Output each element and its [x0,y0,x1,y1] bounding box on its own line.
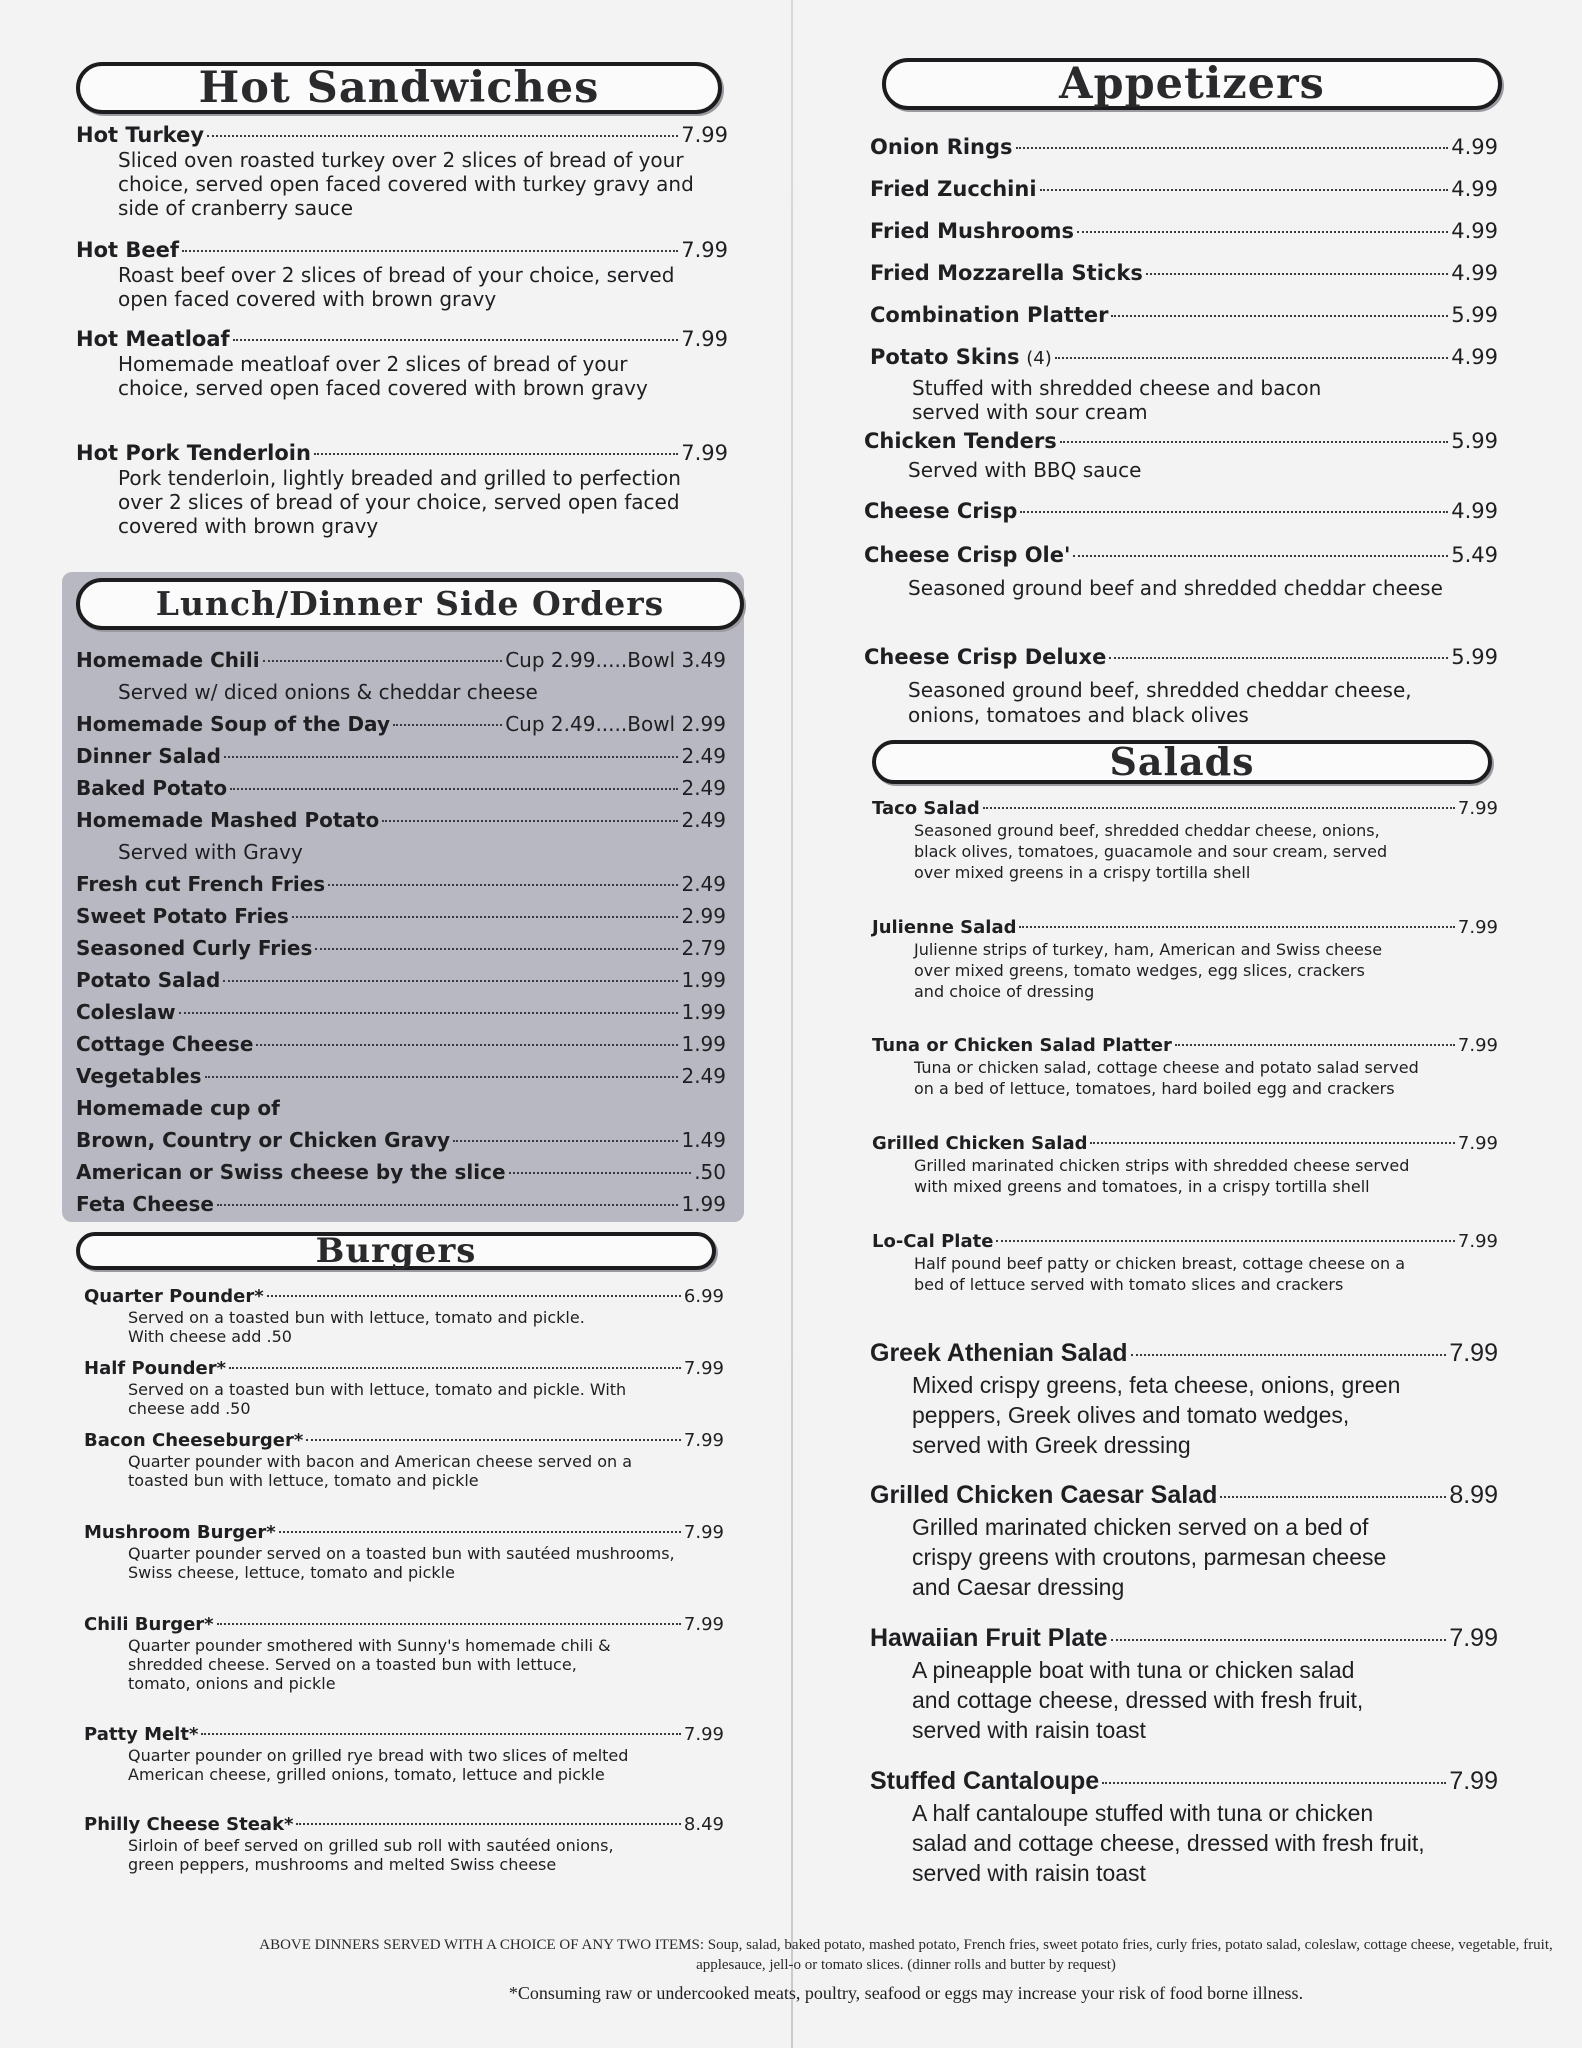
item-name: Hawaiian Fruit Plate [870,1624,1108,1652]
page-fold [791,0,793,2048]
side-item: Potato Salad 1.99 [76,964,726,996]
item-description: Served on a toasted bun with lettuce, tomato and pickle. With cheese add .50 [128,1308,585,1346]
item-price: 4.99 [1451,261,1498,285]
menu-item [870,130,1498,172]
menu-item [870,1621,1498,1764]
item-price: 7.99 [1457,1035,1498,1056]
menu-item [870,256,1498,298]
menu-item [76,326,728,440]
side-item: Sweet Potato Fries 2.99 [76,900,726,932]
side-item-note: Served w/ diced onions & cheddar cheese [118,680,538,704]
item-name: Chili Burger* [84,1614,214,1635]
menu-item [870,1478,1498,1621]
item-description: Tuna or chicken salad, cottage cheese and potato salad served on a bed of lettuce, tomatoes, hard boiled egg and crackers [914,1058,1419,1098]
side-item: Feta Cheese 1.99 [76,1188,726,1220]
left-column [76,0,728,2048]
side-item: Homemade Mashed Potato 2.49 [76,804,726,836]
side-item: Dinner Salad 2.49 [76,740,726,772]
side-item: American or Swiss cheese by the slice .50 [76,1156,726,1188]
item-price: 7.99 [1457,798,1498,819]
side-item-note: Served with Gravy [118,840,303,864]
item-price: 7.99 [1457,1133,1498,1154]
item-price: 4.99 [1451,219,1498,243]
item-description: Pork tenderloin, lightly breaded and grilled to perfection over 2 slices of bread of your choice, served open faced covered with brown gravy [118,466,681,538]
item-name: Quarter Pounder* [84,1286,264,1307]
item-price: 7.99 [681,123,728,147]
salads-header [872,740,1492,784]
item-price: 1.49 [681,1128,726,1152]
burgers-header [76,1232,716,1270]
item-name: Combination Platter [870,303,1109,327]
item-price: 4.99 [1451,345,1498,369]
item-price: 4.99 [1451,177,1498,201]
appetizers-header [882,58,1502,110]
appetizers-list [864,130,1498,727]
menu-item [872,1035,1498,1133]
item-price: 8.49 [683,1814,724,1835]
menu-item [864,424,1498,494]
item-price: 2.99 [681,904,726,928]
side-orders-header [76,578,744,630]
item-price: Cup 2.49.....Bowl 2.99 [505,712,726,736]
side-item: Fresh cut French Fries 2.49 [76,868,726,900]
side-orders-list [76,644,726,1220]
item-name: Cheese Crisp [864,499,1018,523]
item-price: 2.49 [681,808,726,832]
item-description: Mixed crispy greens, feta cheese, onions, green peppers, Greek olives and tomato wedges, served with Greek dressing [912,1372,1401,1458]
item-name: Patty Melt* [84,1724,199,1745]
side-orders-title: Lunch/Dinner Side Orders [155,584,665,623]
item-description: Seasoned ground beef, shredded cheddar cheese, onions, tomatoes and black olives [908,678,1412,727]
burgers-list [84,1286,724,1894]
item-name: Hot Turkey [76,123,205,147]
item-name: Chicken Tenders [864,429,1057,453]
item-description: Quarter pounder with bacon and American cheese served on a toasted bun with lettuce, tomato and pickle [128,1452,633,1490]
item-name: Grilled Chicken Salad [872,1133,1088,1154]
menu-item [870,1764,1498,1894]
appetizers-title: Appetizers [1059,59,1325,109]
item-name: Fried Mushrooms [870,219,1075,243]
menu-item [84,1724,724,1814]
item-name: Hot Beef [76,238,179,262]
item-price: 4.99 [1451,135,1498,159]
side-item: Seasoned Curly Fries 2.79 [76,932,726,964]
menu-item [864,640,1498,727]
menu-item [84,1286,724,1358]
item-description: A pineapple boat with tuna or chicken salad and cottage cheese, dressed with fresh fruit, served with raisin toast [912,1657,1364,1743]
menu-item [76,122,728,237]
menu-item [84,1522,724,1614]
item-name: Fried Mozzarella Sticks [870,261,1143,285]
item-price: 7.99 [683,1724,724,1745]
item-price: 5.99 [1451,645,1498,669]
item-description: Grilled marinated chicken served on a bed of crispy greens with croutons, parmesan cheese and Caesar dressing [912,1514,1387,1600]
item-name: Taco Salad [872,798,980,819]
side-item: Coleslaw 1.99 [76,996,726,1028]
item-price: 7.99 [683,1522,724,1543]
item-description: Grilled marinated chicken strips with shredded cheese served with mixed greens and tomatoes, in a crispy tortilla shell [914,1156,1410,1196]
item-price: 8.99 [1449,1481,1498,1509]
item-name: Lo-Cal Plate [872,1231,994,1252]
item-price: 2.49 [681,1064,726,1088]
item-name: Hot Meatloaf [76,327,230,351]
menu-item [864,494,1498,538]
item-description: Sliced oven roasted turkey over 2 slices of bread of your choice, served open faced covered with turkey gravy and side of cranberry sauce [118,148,694,220]
item-qty: (4) [1026,348,1052,369]
menu-item [870,340,1498,424]
side-item: Homemade Soup of the Day Cup 2.49.....Bowl 2.99 [76,708,726,740]
side-item: Homemade Chili Cup 2.99.....Bowl 3.49 [76,644,726,676]
menu-item [872,917,1498,1035]
side-item: Homemade cup of [76,1096,280,1120]
menu-item [872,1133,1498,1231]
menu-item [84,1814,724,1894]
item-name: Cheese Crisp Deluxe [864,645,1107,669]
item-description: Stuffed with shredded cheese and bacon served with sour cream [912,376,1322,424]
item-description: Seasoned ground beef and shredded cheddar cheese [908,576,1443,600]
item-description: Half pound beef patty or chicken breast, cottage cheese on a bed of lettuce served with tomato slices and crackers [914,1254,1406,1294]
item-name: Greek Athenian Salad [870,1339,1128,1367]
menu-item [872,798,1498,917]
menu-item [84,1614,724,1724]
item-name: Half Pounder* [84,1358,227,1379]
item-price: 7.99 [681,441,728,465]
hot-sandwiches-header [76,62,722,114]
item-price: 7.99 [1449,1767,1498,1795]
item-price: 6.99 [683,1286,724,1307]
item-description: A half cantaloupe stuffed with tuna or chicken salad and cottage cheese, dressed with fresh fruit, served with raisin toast [912,1800,1425,1886]
side-item: Cottage Cheese 1.99 [76,1028,726,1060]
item-name: Hot Pork Tenderloin [76,441,311,465]
menu-item [76,440,728,540]
item-price: 7.99 [1457,917,1498,938]
side-item: Baked Potato 2.49 [76,772,726,804]
food-safety-warning: *Consuming raw or undercooked meats, poultry, seafood or eggs may increase your risk of food borne illness. [508,1983,1304,2003]
item-name: Bacon Cheeseburger* [84,1430,304,1451]
item-price: 7.99 [683,1430,724,1451]
item-price: 5.99 [1451,303,1498,327]
menu-item [864,538,1498,640]
item-price: 7.99 [1449,1339,1498,1367]
item-price: 2.79 [681,936,726,960]
item-name: Stuffed Cantaloupe [870,1767,1100,1795]
item-name: Mushroom Burger* [84,1522,276,1543]
item-description: Quarter pounder on grilled rye bread with two slices of melted American cheese, grilled onions, tomato, lettuce and pickle [128,1746,629,1784]
item-price: 7.99 [683,1358,724,1379]
item-name: Potato Skins [870,345,1020,369]
item-description: Julienne strips of turkey, ham, American and Swiss cheese over mixed greens, tomato wedges, egg slices, crackers and choice of dressing [914,940,1383,1001]
item-price: 7.99 [683,1614,724,1635]
hot-sandwiches-title: Hot Sandwiches [198,63,600,113]
item-price: 2.49 [681,872,726,896]
item-description: Roast beef over 2 slices of bread of your choice, served open faced covered with brown gravy [118,263,675,311]
item-price: 5.99 [1451,429,1498,453]
item-name: Onion Rings [870,135,1013,159]
item-price: Cup 2.99.....Bowl 3.49 [505,648,726,672]
menu-item [870,298,1498,340]
featured-salads-list [870,1336,1498,1894]
menu-item [84,1430,724,1522]
item-name: Philly Cheese Steak* [84,1814,294,1835]
menu-item [872,1231,1498,1331]
item-name: Cheese Crisp Ole' [864,543,1071,567]
item-price: 7.99 [1449,1624,1498,1652]
item-price: 4.99 [1451,499,1498,523]
menu-item [84,1358,724,1430]
item-description: Served with BBQ sauce [908,458,1142,482]
dinners-note: ABOVE DINNERS SERVED WITH A CHOICE OF ANY TWO ITEMS: Soup, salad, baked potato, mashed potato, French fries, sweet potato fries, curly fries, potato salad, coleslaw, cottage cheese, vegetable, fruit, applesauce, jell-o or tomato slices. (dinner rolls and butter by request) [259,1937,1553,1973]
item-price: 7.99 [681,238,728,262]
menu-item [870,172,1498,214]
item-price: 7.99 [681,327,728,351]
item-price: 2.49 [681,744,726,768]
item-name: Fried Zucchini [870,177,1037,201]
menu-item [870,1336,1498,1478]
item-price: 1.99 [681,1192,726,1216]
side-item: Brown, Country or Chicken Gravy 1.49 [76,1124,726,1156]
side-item: Vegetables 2.49 [76,1060,726,1092]
item-description: Homemade meatloaf over 2 slices of bread of your choice, served open faced covered with brown gravy [118,352,648,400]
item-price: 1.99 [681,968,726,992]
item-price: 1.99 [681,1000,726,1024]
item-price: .50 [694,1160,726,1184]
salads-title: Salads [1109,739,1255,784]
item-name: Grilled Chicken Caesar Salad [870,1481,1218,1509]
item-price: 5.49 [1451,543,1498,567]
item-price: 7.99 [1457,1231,1498,1252]
item-name: Julienne Salad [872,917,1017,938]
item-description: Quarter pounder smothered with Sunny's homemade chili & shredded cheese. Served on a toasted bun with lettuce, tomato, onions and pickle [128,1636,611,1693]
item-description: Quarter pounder served on a toasted bun with sautéed mushrooms, Swiss cheese, lettuce, tomato and pickle [128,1544,675,1582]
hot-sandwiches-list [76,122,728,540]
menu-item [76,237,728,326]
item-name: Tuna or Chicken Salad Platter [872,1035,1172,1056]
item-price: 2.49 [681,776,726,800]
item-description: Served on a toasted bun with lettuce, tomato and pickle. With cheese add .50 [128,1380,627,1418]
burgers-title: Burgers [315,1231,477,1271]
item-description: Seasoned ground beef, shredded cheddar cheese, onions, black olives, tomatoes, guacamole and sour cream, served over mixed greens in a crispy tortilla shell [914,821,1388,882]
salads-list [872,798,1498,1331]
item-price: 1.99 [681,1032,726,1056]
item-description: Sirloin of beef served on grilled sub roll with sautéed onions, green peppers, mushrooms and melted Swiss cheese [128,1836,614,1874]
right-column [864,0,1496,2048]
menu-item [870,214,1498,256]
